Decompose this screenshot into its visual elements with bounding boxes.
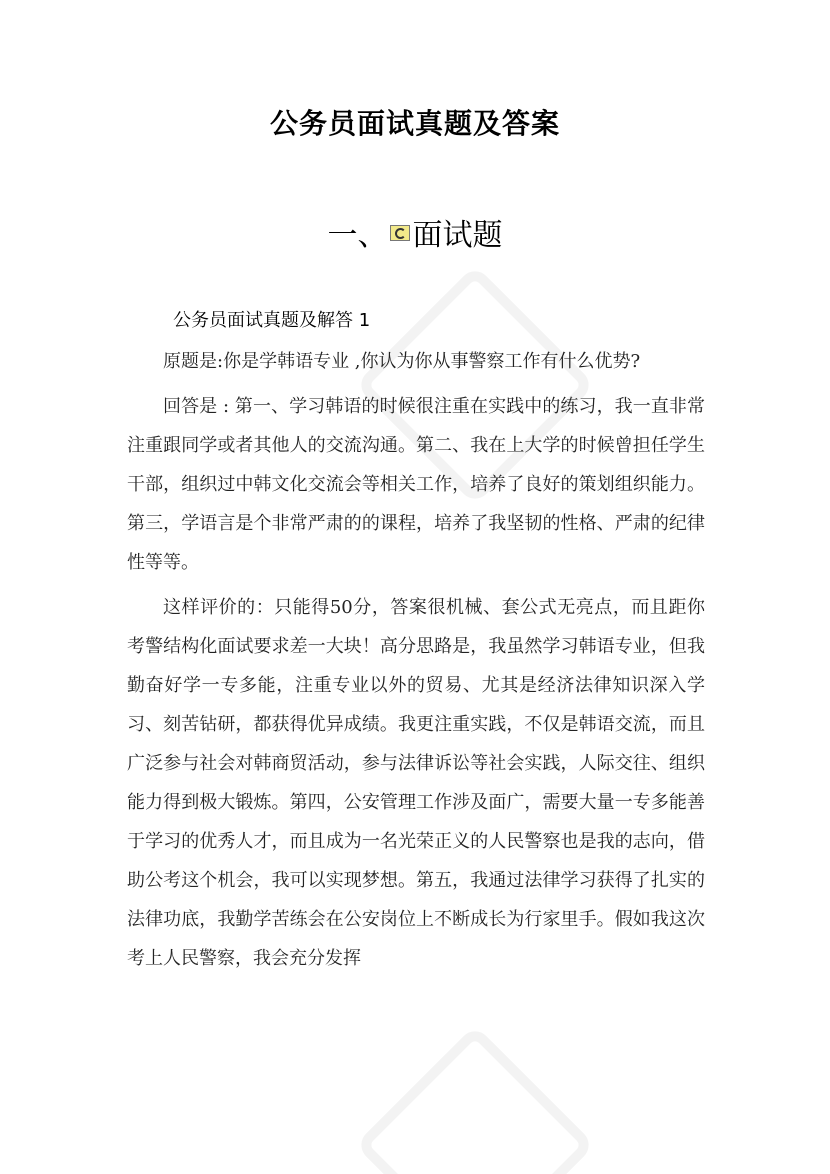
question-subheading: 公务员面试真题及解答 1: [173, 310, 371, 331]
section-heading: [0, 210, 830, 254]
question-paragraph: 原题是:你是学韩语专业 ,你认为你从事警察工作有什么优势?: [163, 351, 641, 372]
watermark-frame: [355, 1025, 595, 1174]
answer-paragraph: 回答是 : 第一、学习韩语的时候很注重在实践中的练习，我一直非常注重跟同学或者其他人的交流沟通。第二、我在上大学的时候曾担任学生干部，组织过中韩文化交流会等相关工作，培养了良好的策划组织能力。第三，学语言是个非常严肃的的课程，培养了我坚韧的性格、严肃的纪律性等等。: [127, 396, 705, 573]
document-title: 公务员面试真题及答案: [269, 107, 560, 140]
section-heading-prefix: 一、: [327, 218, 388, 253]
section-heading-text: 面试题: [412, 218, 503, 253]
image-placeholder-icon: [390, 225, 410, 241]
body-text: [127, 342, 705, 984]
evaluation-paragraph: 这样评价的：只能得50分，答案很机械、套公式无亮点，而且距你考警结构化面试要求差一大块！高分思路是，我虽然学习韩语专业，但我勤奋好学一专多能，注重专业以外的贸易、尤其是经济法律知识深入学习、刻苦钻研，都获得优异成绩。我更注重实践，不仅是韩语交流，而且广泛参与社会对韩商贸活动，参与法律诉讼等社会实践，人际交往、组织能力得到极大锻炼。第四，公安管理工作涉及面广，需要大量一专多能善于学习的优秀人才，而且成为一名光荣正义的人民警察也是我的志向，借助公考这个机会，我可以实现梦想。第五，我通过法律学习获得了扎实的法律功底，我勤学苦练会在公安岗位上不断成长为行家里手。假如我这次考上人民警察，我会充分发挥: [127, 597, 705, 969]
